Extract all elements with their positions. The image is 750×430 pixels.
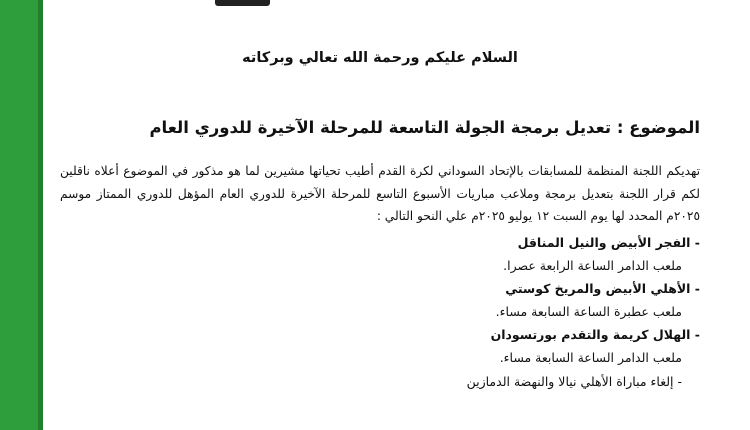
subject-text: تعديل برمجة الجولة التاسعة للمرحلة الآخيرة للدوري العام	[149, 118, 612, 137]
body-paragraph: تهديكم اللجنة المنظمة للمسابقات بالإتحاد السوداني لكرة القدم أطيب تحياتها مشيرين لما هو مذكور في الموضوع أعلاه ناقلين لكم قرار اللجنة بتعديل برمجة وملاعب مباريات الأسبوع التاسع للمرحلة الآخيرة للدوري العام المؤهل للدوري الممتاز موسم ٢٠٢٥م المحدد لها يوم السبت ١٢ يوليو ٢٠٢٥م علي النحو التالي :	[60, 164, 700, 223]
match-title: - الهلال كريمة والتقدم بورتسودان	[490, 327, 700, 342]
greeting: السلام عليكم ورحمة الله تعالي وبركاته	[242, 50, 518, 66]
match-item	[60, 324, 700, 370]
match-title: - الأهلي الأبيض والمريخ كوستي	[505, 281, 700, 296]
match-list	[60, 232, 700, 394]
match-item	[60, 232, 700, 278]
subject-label: الموضوع :	[616, 118, 700, 137]
decorative-side-bar-edge	[38, 0, 43, 430]
decorative-side-bar	[0, 0, 38, 430]
match-item	[60, 278, 700, 324]
match-title: - الفجر الأبيض والنيل المناقل	[517, 235, 700, 250]
match-venue: ملعب الدامر الساعة الرابعة عصرا.	[503, 258, 682, 273]
match-venue: ملعب عطبرة الساعة السابعة مساء.	[495, 304, 682, 319]
subject-line	[149, 118, 700, 137]
letter-document	[60, 0, 700, 430]
cancel-note: - إلغاء مباراة الأهلي نيالا والنهضة الدمازين	[466, 374, 682, 389]
match-venue: ملعب الدامر الساعة السابعة مساء.	[499, 350, 682, 365]
